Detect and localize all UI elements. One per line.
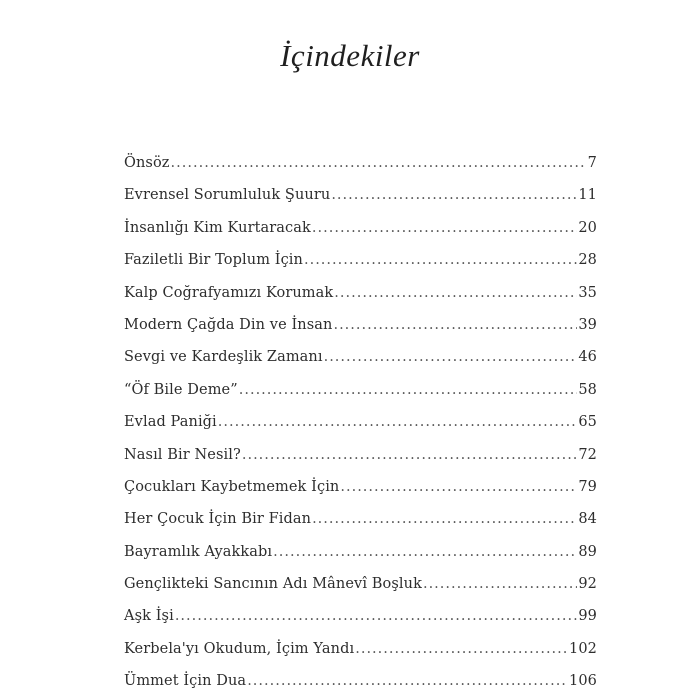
toc-entry-ummet-icin-dua <box>124 665 597 697</box>
toc-entry-ask-isi <box>124 600 597 632</box>
toc-entry-title: Ümmet İçin Dua <box>124 673 247 690</box>
toc-entry-title: Gençlikteki Sancının Adı Mânevî Boşluk <box>124 576 422 593</box>
toc-entry-her-cocuk-icin-bir-fidan <box>124 503 597 535</box>
dot-leader <box>242 439 577 471</box>
dot-leader <box>171 147 587 179</box>
dot-leader <box>218 406 578 438</box>
toc-entry-page: 20 <box>578 219 597 236</box>
toc-entry-page: 35 <box>578 284 597 301</box>
toc-entry-page: 79 <box>578 478 597 495</box>
dot-leader <box>333 309 577 341</box>
toc-entry-title: Önsöz <box>124 155 170 171</box>
toc-entry-title: Evlad Paniği <box>124 414 217 431</box>
dot-leader <box>304 244 577 276</box>
dot-leader <box>312 212 577 244</box>
page-title: İçindekiler <box>280 38 420 73</box>
toc-entry-page: 84 <box>578 511 597 528</box>
toc-entry-page: 106 <box>569 673 597 690</box>
toc-entry-title: Faziletli Bir Toplum İçin <box>124 252 303 269</box>
toc-entry-insanligi-kim-kurtaracak <box>124 212 597 244</box>
toc-entry-page: 92 <box>578 576 597 593</box>
toc-entry-title: Evrensel Sorumluluk Şuuru <box>124 187 331 204</box>
dot-leader <box>334 277 577 309</box>
dot-leader <box>355 633 568 665</box>
toc-entry-kalp-cografyamizi-korumak <box>124 277 597 309</box>
toc-entry-modern-cagda-din-ve-insan <box>124 309 597 341</box>
toc-entry-page: 7 <box>587 155 597 171</box>
toc-entry-title: “Öf Bile Deme” <box>124 381 238 398</box>
toc-entry-page: 58 <box>578 381 597 398</box>
toc-entry-sevgi-ve-kardeslik-zamani <box>124 341 597 373</box>
table-of-contents <box>124 147 597 698</box>
toc-entry-page: 99 <box>578 608 597 625</box>
toc-entry-title: Nasıl Bir Nesil? <box>124 446 241 463</box>
dot-leader <box>273 536 577 568</box>
toc-entry-onsoz <box>124 147 597 179</box>
toc-entry-page: 89 <box>578 543 597 560</box>
toc-entry-title: Bayramlık Ayakkabı <box>124 543 273 560</box>
toc-entry-page: 28 <box>578 252 597 269</box>
toc-entry-title: Sevgi ve Kardeşlik Zamanı <box>124 349 323 366</box>
toc-entry-title: Her Çocuk İçin Bir Fidan <box>124 511 312 528</box>
dot-leader <box>331 179 577 211</box>
toc-entry-genclikteki-sancinin-adi <box>124 568 597 600</box>
toc-entry-page: 102 <box>569 640 597 657</box>
toc-entry-page: 72 <box>578 446 597 463</box>
toc-entry-page: 46 <box>578 349 597 366</box>
toc-entry-page: 11 <box>578 187 597 204</box>
dot-leader <box>247 665 568 697</box>
toc-entry-title: Modern Çağda Din ve İnsan <box>124 316 333 333</box>
toc-entry-faziletli-bir-toplum-icin <box>124 244 597 276</box>
dot-leader <box>175 600 578 632</box>
toc-entry-title: Kalp Coğrafyamızı Korumak <box>124 284 334 301</box>
toc-entry-evlad-panigi <box>124 406 597 438</box>
toc-entry-of-bile-deme <box>124 374 597 406</box>
toc-entry-evrensel-sorumluluk-suuru <box>124 179 597 211</box>
toc-entry-title: Kerbela'yı Okudum, İçim Yandı <box>124 640 355 657</box>
dot-leader <box>312 503 577 535</box>
toc-entry-page: 39 <box>578 316 597 333</box>
toc-entry-title: Çocukları Kaybetmemek İçin <box>124 478 340 495</box>
dot-leader <box>423 568 577 600</box>
toc-entry-page: 65 <box>578 414 597 431</box>
toc-entry-title: Aşk İşi <box>124 608 174 625</box>
toc-entry-kerbelayi-okudum <box>124 633 597 665</box>
toc-entry-bayramlik-ayakkabi <box>124 536 597 568</box>
dot-leader <box>239 374 578 406</box>
toc-entry-title: İnsanlığı Kim Kurtaracak <box>124 219 311 236</box>
dot-leader <box>324 341 578 373</box>
toc-entry-cocuklari-kaybetmemek-icin <box>124 471 597 503</box>
dot-leader <box>340 471 577 503</box>
toc-entry-nasil-bir-nesil <box>124 439 597 471</box>
